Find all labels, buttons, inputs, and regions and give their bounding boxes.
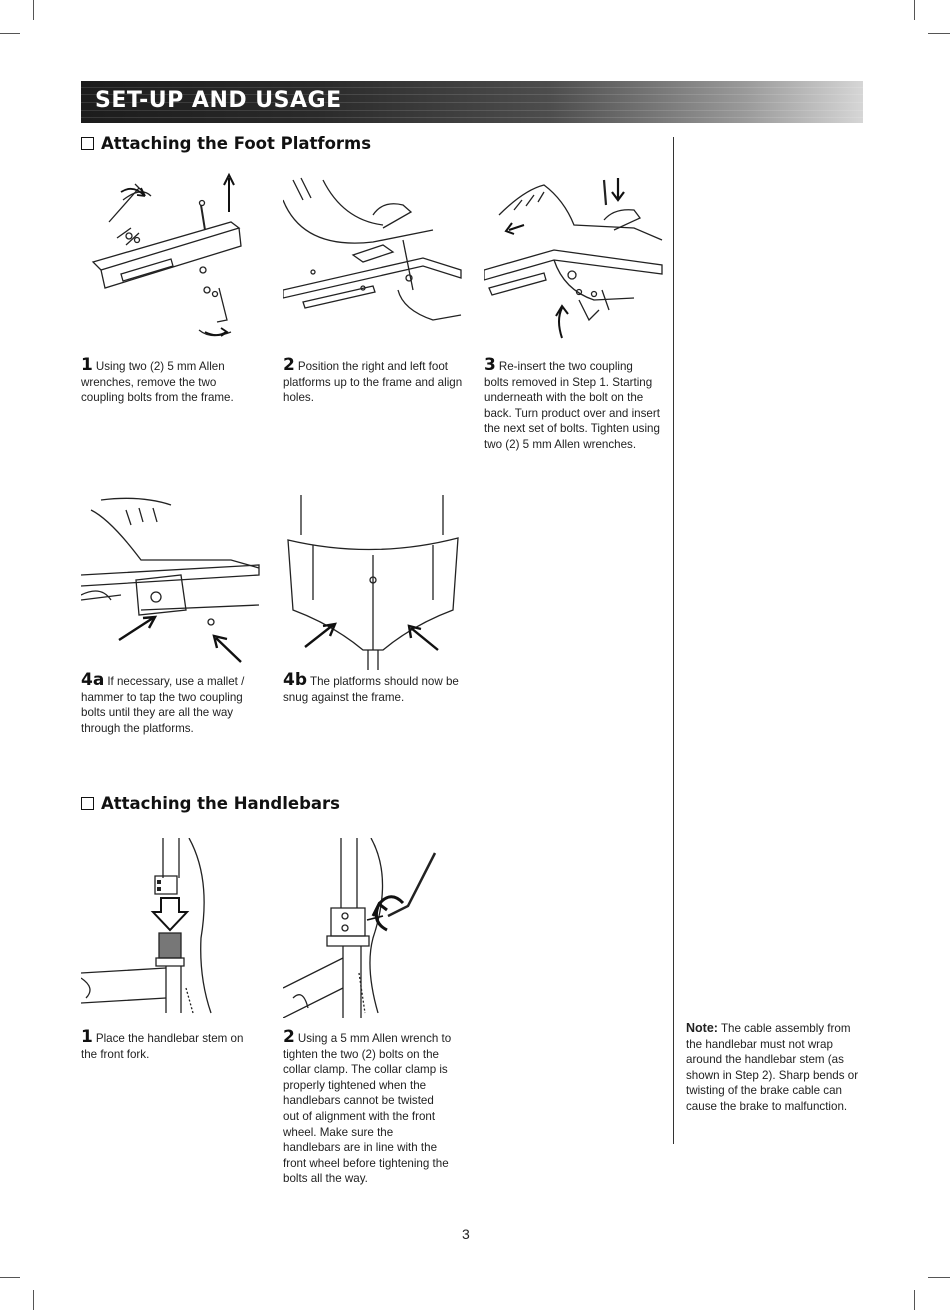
page-title: SET-UP AND USAGE [95, 88, 342, 113]
column-divider [673, 137, 674, 1144]
foot-step-3: 3 Re-insert the two coupling bolts removed in Step 1. Starting underneath with the bolt on the back. Turn product over and insert the next set of bolts. Tighten using two (2) 5 mm Allen wrenches. [484, 355, 660, 451]
header-banner [81, 81, 863, 123]
crop-mark [928, 33, 950, 34]
checkbox-icon [81, 137, 94, 150]
figure-align-platforms [283, 170, 463, 345]
crop-mark [914, 0, 915, 20]
crop-mark [33, 1290, 34, 1310]
note-cable-assembly: Note: The cable assembly from the handlebar must not wrap around the handlebar stem (as shown in Step 2). Sharp bends or twisting of the brake cable can cause the brake to malfunction. [686, 1021, 859, 1113]
figure-platforms-snug [283, 490, 463, 670]
crop-mark [928, 1277, 950, 1278]
checkbox-icon [81, 797, 94, 810]
section-title-handlebars: Attaching the Handlebars [81, 794, 340, 813]
figure-reinsert-bolts [484, 170, 664, 345]
handle-step-2: 2 Using a 5 mm Allen wrench to tighten the two (2) bolts on the collar clamp. The collar clamp is properly tightened when the handlebars cannot be twisted out of alignment with the front wheel. Make sure the handlebars are in line with the front wheel before tightening the bolts all the way. [283, 1027, 452, 1186]
foot-step-2: 2 Position the right and left foot platforms up to the frame and align holes. [283, 355, 463, 405]
page-number: 3 [462, 1226, 470, 1242]
foot-step-1: 1 Using two (2) 5 mm Allen wrenches, remove the two coupling bolts from the frame. [81, 355, 234, 405]
crop-mark [0, 1277, 20, 1278]
crop-mark [0, 33, 20, 34]
figure-tighten-collar [283, 838, 463, 1018]
figure-remove-bolts [81, 170, 261, 345]
section-title-foot-platforms: Attaching the Foot Platforms [81, 134, 371, 153]
foot-step-4b: 4b The platforms should now be snug against the frame. [283, 670, 459, 704]
crop-mark [914, 1290, 915, 1310]
crop-mark [33, 0, 34, 20]
handle-step-1: 1 Place the handlebar stem on the front fork. [81, 1027, 244, 1061]
figure-tap-bolts [81, 490, 261, 670]
foot-step-4a: 4a If necessary, use a mallet / hammer to tap the two coupling bolts until they are all the way through the platforms. [81, 670, 245, 735]
figure-handlebar-stem [81, 838, 261, 1018]
